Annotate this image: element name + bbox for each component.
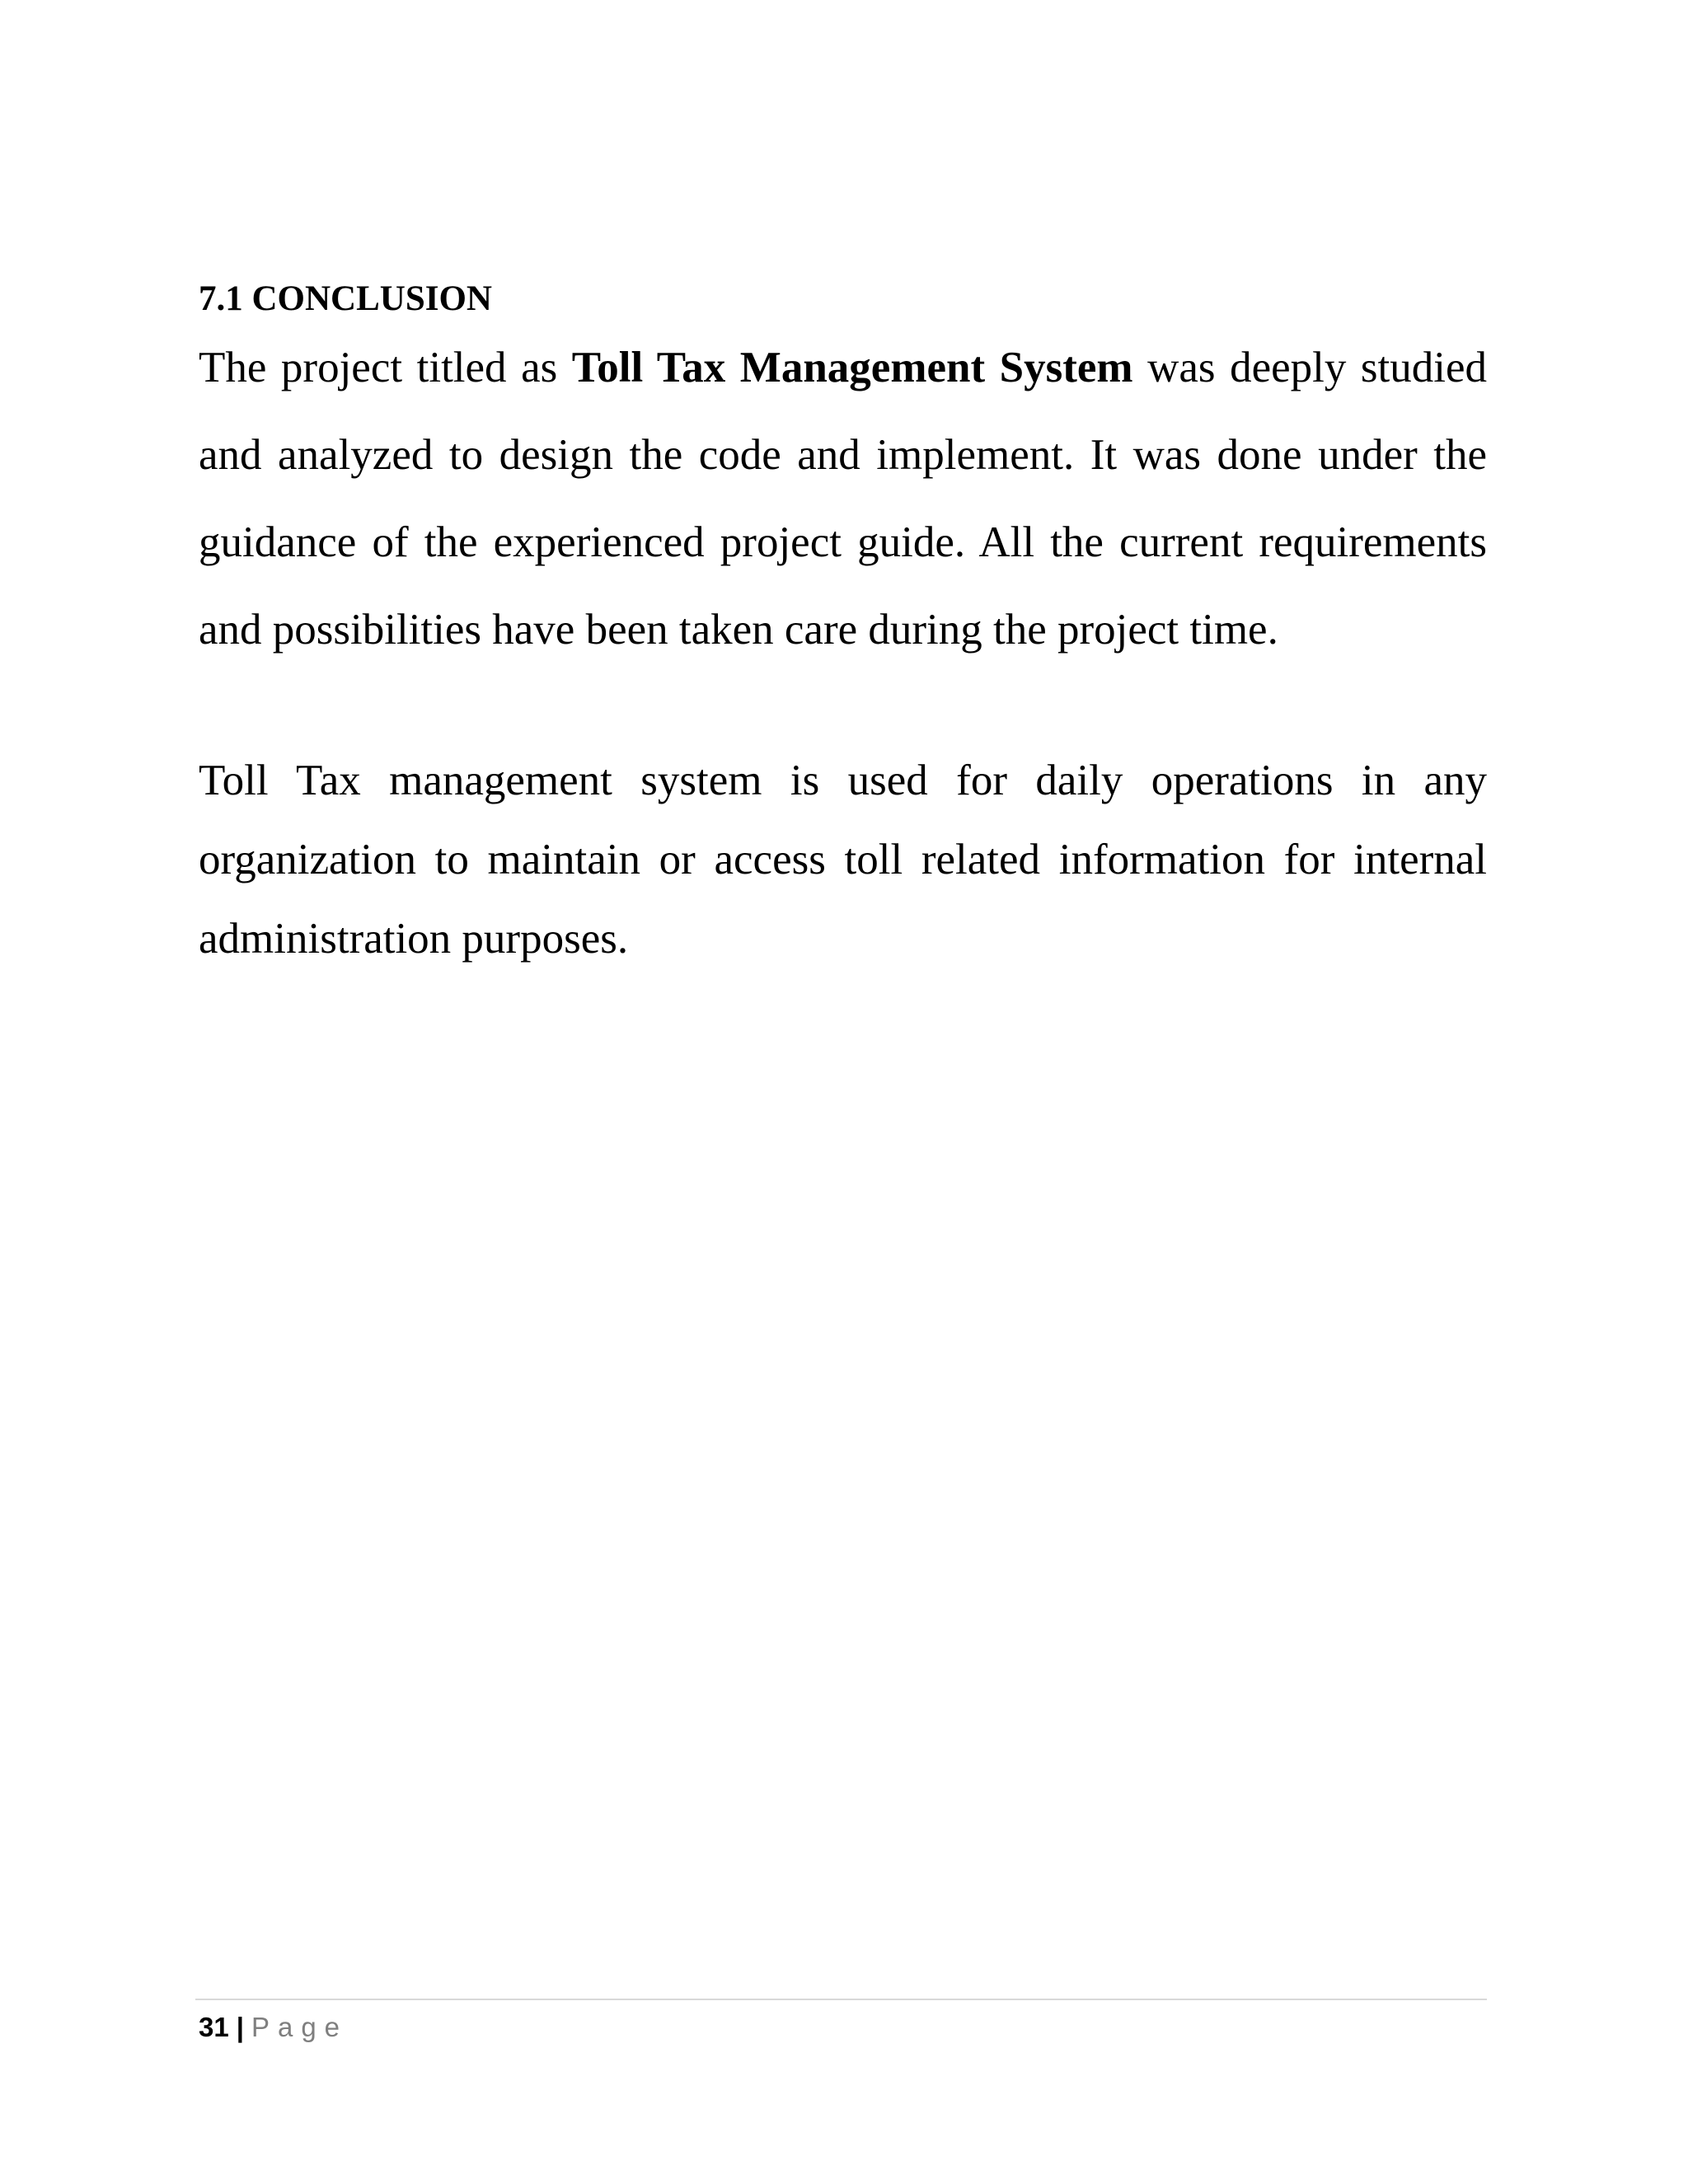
footer-separator: | xyxy=(236,2012,244,2042)
project-title: Toll Tax Management System xyxy=(571,344,1133,391)
paragraph-conclusion-intro: The project titled as xyxy=(199,344,572,391)
page-content xyxy=(199,274,1487,978)
paragraph-conclusion-body: was deeply studied and analyzed to design the code and implement. It was done under the guidance of the experienced project guide. All the current requirements and possibilities have been taken care during the project time. xyxy=(199,344,1487,654)
paragraph-conclusion xyxy=(199,324,1487,673)
footer-divider xyxy=(195,1999,1487,2000)
paragraph-usage: Toll Tax management system is used for daily operations in any organization to maintain or access toll related information for internal administration purposes. xyxy=(199,757,1487,963)
page-label: Page xyxy=(251,2012,349,2042)
page-number: 31 xyxy=(199,2012,229,2042)
page-footer xyxy=(199,2009,348,2046)
section-heading: 7.1 CONCLUSION xyxy=(199,279,492,318)
